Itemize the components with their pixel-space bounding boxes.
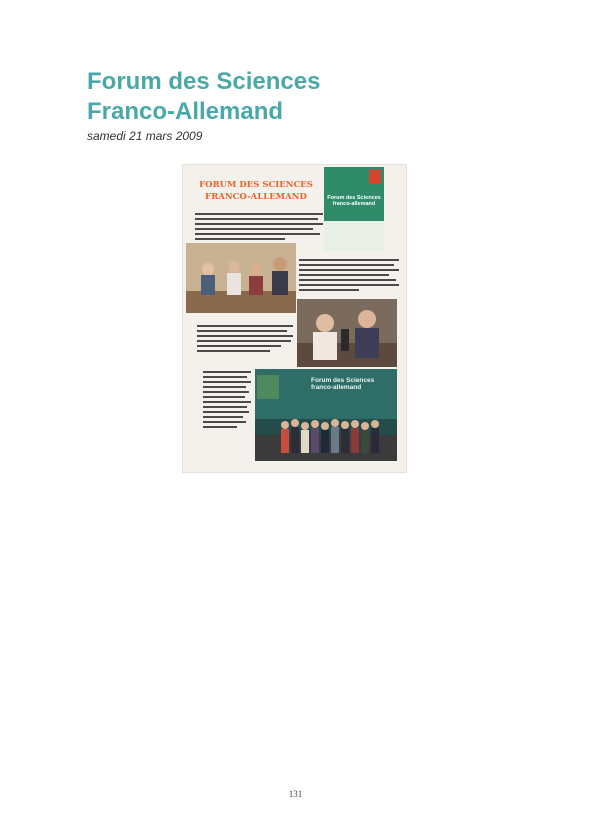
page-title-line1: Forum des Sciences bbox=[87, 68, 321, 95]
students-experiment-scene bbox=[297, 299, 397, 367]
workshop-photo-scene bbox=[186, 243, 296, 313]
clipping-heading-line2: FRANCO-ALLEMAND bbox=[205, 192, 307, 202]
page-title-line2: Franco-Allemand bbox=[87, 98, 284, 125]
page-title bbox=[87, 67, 320, 127]
clipping-middle-text bbox=[197, 325, 293, 355]
clipping-caption-text bbox=[203, 371, 251, 431]
forum-poster-photo bbox=[324, 167, 384, 251]
poster-title: Forum des Sciences franco-allemand bbox=[327, 195, 381, 207]
clipping-intro-text bbox=[195, 213, 323, 243]
clipping-right-text bbox=[299, 259, 399, 294]
poster-logo bbox=[369, 170, 381, 184]
banner-title-line2: franco-allemand bbox=[311, 384, 362, 391]
page-date: samedi 21 mars 2009 bbox=[87, 129, 203, 143]
newspaper-clipping-image bbox=[183, 165, 406, 472]
page-number: 131 bbox=[288, 789, 303, 799]
clipping-heading-line1: FORUM DES SCIENCES bbox=[199, 180, 313, 190]
clipping-heading bbox=[191, 179, 321, 203]
banner-title bbox=[311, 377, 374, 391]
workshop-photo bbox=[186, 243, 296, 313]
banner-title-line1: Forum des Sciences bbox=[311, 377, 375, 384]
students-experiment-photo bbox=[297, 299, 397, 367]
poster-footer bbox=[324, 221, 384, 251]
group-photo bbox=[255, 369, 397, 461]
